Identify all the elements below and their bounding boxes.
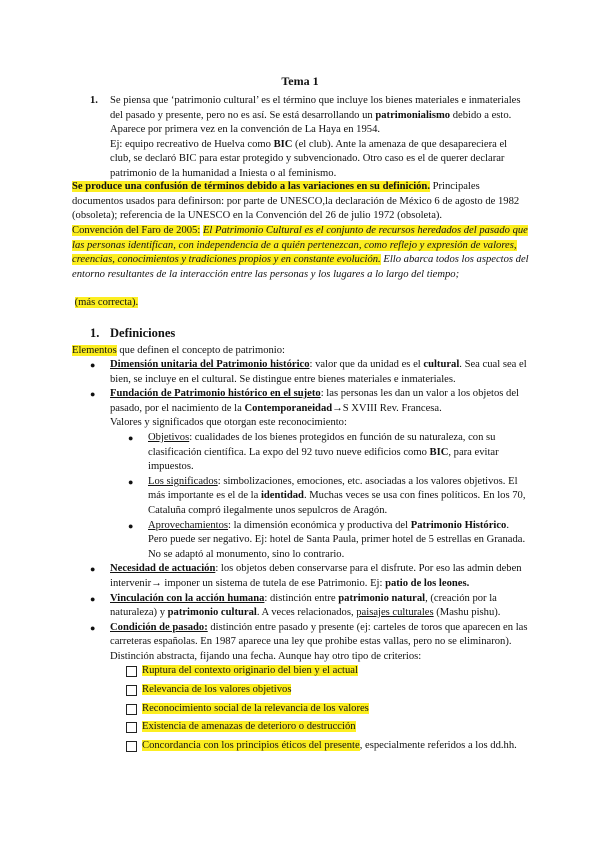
section-lead-text: que definen el concepto de patrimonio: [116,345,285,356]
item-text-mid-2: . A veces relacionados, [256,607,357,619]
item-label: Fundación de Patrimonio histórico en el sujeto [110,388,321,400]
section-lead-highlight: Elementos [72,345,117,356]
item-text: : valor que da unidad es el [309,359,424,370]
list-item-vinculacion [90,592,530,621]
sub-text-end: , para evitar impuestos. [148,446,499,473]
item-text: : las personas les dan un valor a los objetos del pasado, por el nacimiento de la [110,388,519,414]
intro-bold-term: patrimonialismo [375,109,451,121]
criteria-checklist [110,664,530,753]
item-label: Vinculación con la acción humana [110,592,265,604]
section-lead [72,344,530,359]
item-bold: patio de los leones. [385,577,470,589]
section-heading [90,326,175,341]
criterion-item [126,702,530,717]
confusion-text: Principales documentos usados para definirson: por parte de UNESCO,la declaración de México 6 de agosto de 1982 (obsoleta); referencia de la UNESCO en la Convención del 26 de julio 1972 (obsoleta). [72,181,520,222]
checkbox[interactable] [126,704,137,715]
criterion-text: Relevancia de los valores objetivos [142,684,292,696]
list-item-condicion [90,621,530,754]
item-bold-2: patrimonio cultural [167,607,257,619]
example-text-end: (el club). Ante la amenaza de que desapareciera el club, se declaró BIC para estar protegido y subvencionado. Otro caso es el de querer declarar patrimonio de la humanidad a Iniesta o al feminismo. [110,138,508,179]
checkbox[interactable] [126,685,137,696]
section-number: 1. [90,326,100,340]
item-bold: cultural [423,359,460,370]
sub-label: Objetivos [148,431,190,443]
sub-bold: BIC [429,446,449,458]
faro-definition-rest: Ello abarca todos los aspectos del entorno resultantes de la interacción entre las personas y los lugares a lo largo del tiempo; [72,254,529,280]
checkbox[interactable] [126,722,137,733]
item-bold: patrimonio natural [338,592,426,604]
list-item-significados [128,475,530,519]
list-item-fundacion [90,387,530,562]
sub-text: : simbolizaciones, emociones, etc. asociadas a los valores objetivos. El más importante es el de la [148,475,518,502]
faro-paragraph [72,224,530,282]
section-title: Definiciones [110,326,176,340]
sub-text-end: . Pero puede ser negativo. Ej: hotel de Santa Paula, primer hotel de 5 estrellas en Granada. No se adaptó al monumento, sino lo contrario. [148,519,526,560]
item-text-end: . Sea cual sea el bien, se incluye en el cultural. Se distingue entre bienes materiales e inmateriales. [110,359,527,385]
sub-text: : cualidades de los bienes protegidos en función de su naturaleza, con su clasificación científica. La expo del 92 tuvo nueve edificios como [148,431,496,458]
intro-text-end: debido a esto. Aparece por primera vez en la convención de La Haya en 1954. [110,109,512,136]
list-item-aprovechamientos [128,519,530,563]
criterion-text: Existencia de amenazas de deterioro o destrucción [142,721,356,733]
checkbox[interactable] [126,741,137,752]
criterion-text: Reconocimiento social de la relevancia de los valores [142,702,369,714]
criterion-text: Ruptura del contexto originario del bien y el actual [142,665,358,677]
criterion-item [126,739,530,754]
item-text: : distinción entre [264,592,339,604]
confusion-highlight: Se produce una confusión de términos debido a las variaciones en su definición. [72,181,430,192]
item-subtext: Valores y significados que otorgan este reconocimiento: [110,417,347,429]
sub-label: Aprovechamientos [148,519,229,531]
item-label: Necesidad de actuación [110,563,216,575]
definitions-list [90,358,530,757]
criterion-item [126,683,530,698]
sub-bold: Patrimonio Histórico [410,519,507,531]
checkbox[interactable] [126,666,137,677]
item-text-end: (Mashu pishu). [433,607,501,619]
criterion-item [126,720,530,735]
list-item-dimension [90,358,530,387]
faro-note-text: (más correcta). [74,297,139,308]
faro-definition: El Patrimonio Cultural es el conjunto de recursos heredados del pasado que las personas identifican, con independencia de a quién pertenezcan, como reflejo y expresión de valores, creencias, conocimientos y tradiciones propios y en constante evolución. [72,225,528,266]
item-text-end: →S XVIII Rev. Francesa. [332,402,442,414]
item-text: : los objetos deben conservarse para el disfrute. Por eso las admin deben intervenir→ imponer un sistema de tutela de ese Patrimonio. Ej: [110,563,522,589]
confusion-paragraph [72,180,530,224]
sub-label: Los significados [148,475,218,487]
criterion-text-rest: , especialmente referidos a los dd.hh. [359,739,517,751]
item-text-mid: , (creación por la naturaleza) y [110,592,497,619]
page-title: Tema 1 [281,74,319,88]
list-item-objetivos [128,431,530,475]
item-bold: Contemporaneidad [244,402,333,414]
item-underlined: paisajes culturales [356,607,434,619]
example-bold: BIC [273,138,293,150]
sub-text: : la dimensión económica y productiva del [228,519,411,531]
item-label: Condición de pasado: [110,621,208,633]
sub-bold: identidad [260,490,304,502]
item-text: distinción entre pasado y presente (ej: carteles de toros que aparecen en las carreteras españolas. En 1987 aparece una ley que prohibe estas vallas, pero no se eliminaron). Distinción abstracta, fijando una fecha. Aunque hay otro tipo de criterios: [110,621,528,662]
example-text: Ej: equipo recreativo de Huelva como [110,138,274,150]
list-item-necesidad [90,562,530,591]
intro-number: 1. [90,95,98,106]
criterion-text: Concordancia con los principios éticos del presente [142,739,360,751]
intro-text: Se piensa que ‘patrimonio cultural’ es el término que incluye los bienes materiales e inmateriales del pasado y presente, pero no es así. Se está desarrollando un [110,95,521,121]
intro-paragraph [110,94,530,182]
sub-text-end: . Muchas veces se usa con fines políticos. En los 70, Cataluña compró ilegalmente unos sepulcros de Aragón. [148,490,526,516]
values-list [110,431,530,562]
faro-note [72,296,192,311]
item-label: Dimensión unitaria del Patrimonio histórico [110,359,310,370]
criterion-item [126,664,530,679]
faro-lead: Convención del Faro de 2005: [72,225,201,236]
